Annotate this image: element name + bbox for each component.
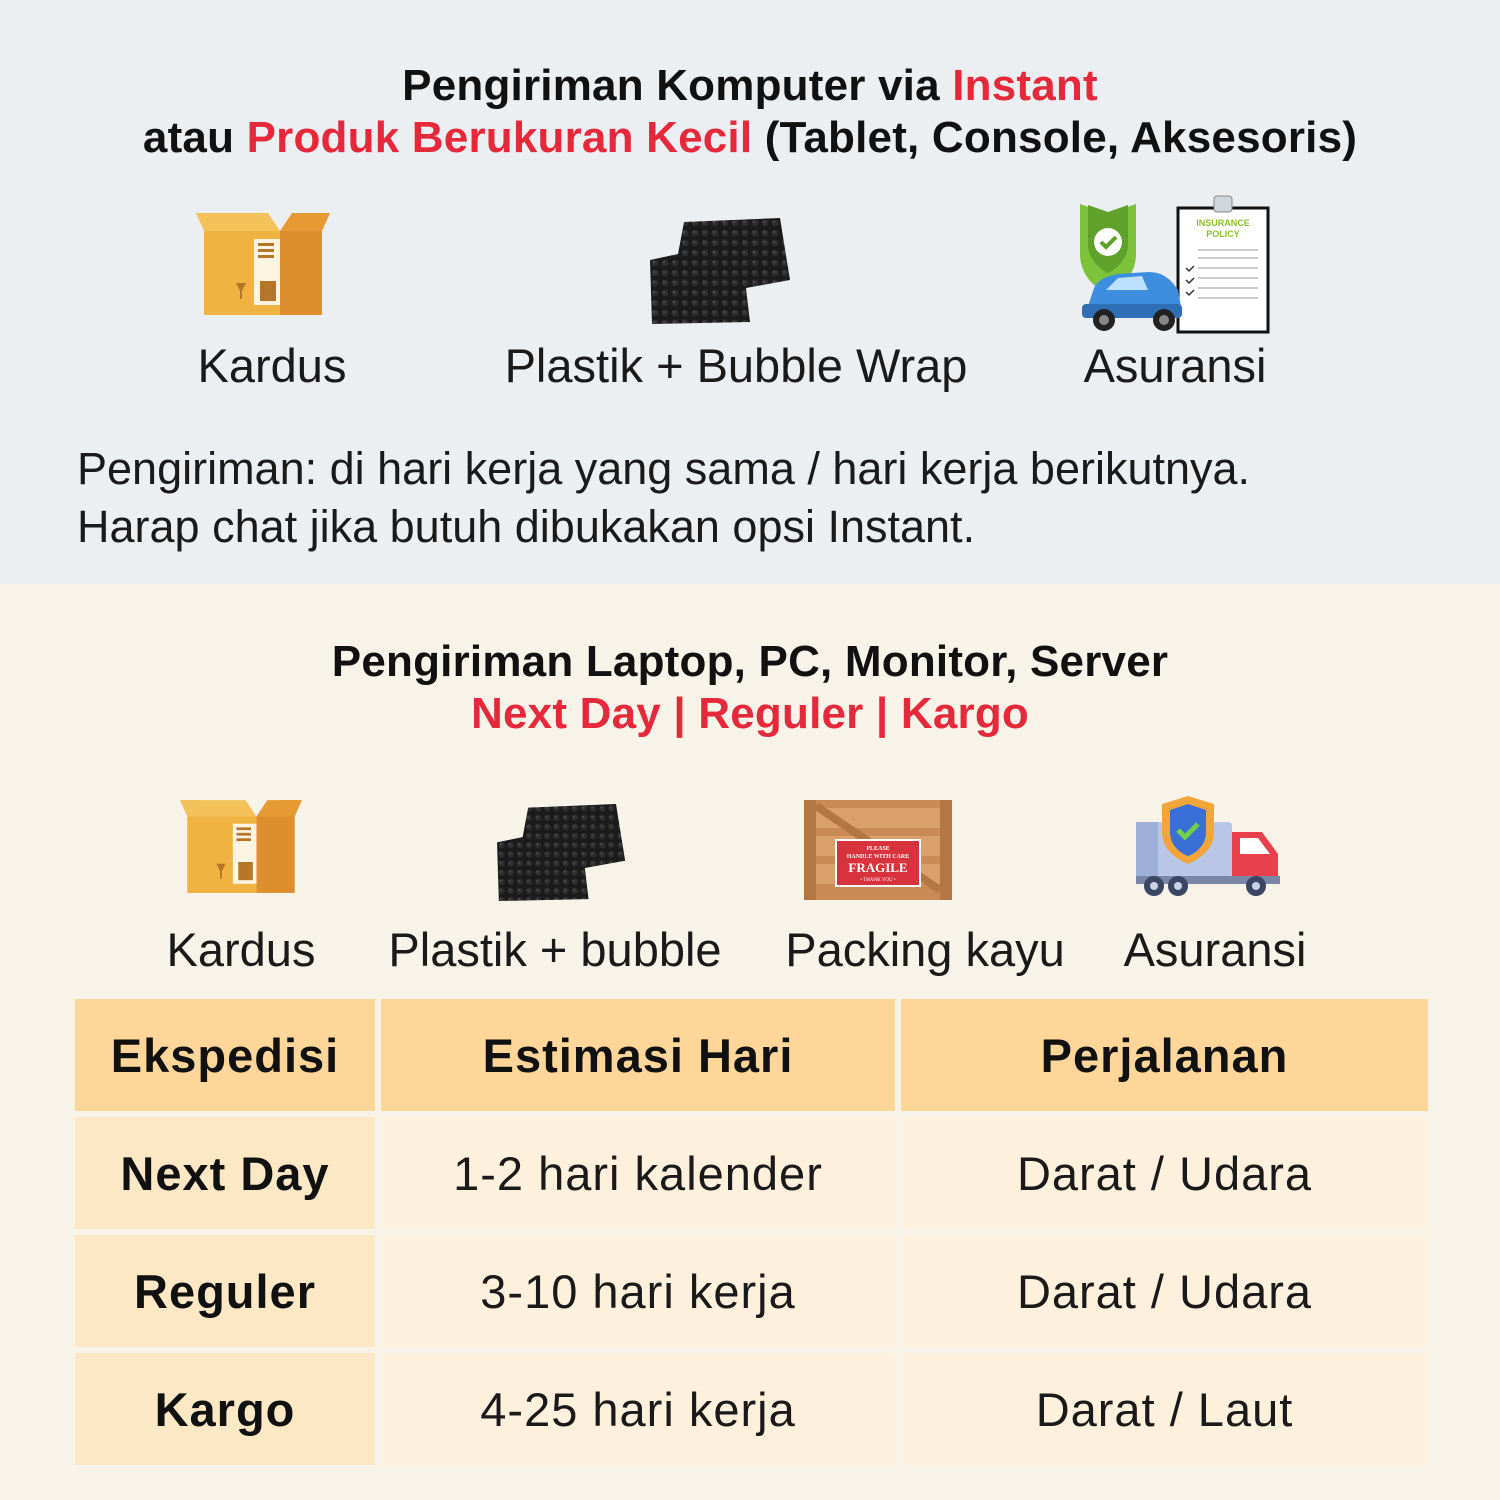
- row-estimasi: 4-25 hari kerja: [381, 1353, 895, 1465]
- row-perjalanan: Darat / Udara: [901, 1235, 1428, 1347]
- row-ekspedisi: Reguler: [75, 1235, 375, 1347]
- header-estimasi-hari: Estimasi Hari: [381, 999, 895, 1111]
- table-row: [75, 1117, 1428, 1229]
- row-perjalanan: Darat / Udara: [901, 1117, 1428, 1229]
- item-label-asuransi-2: Asuransi: [1123, 923, 1307, 976]
- row-estimasi: 1-2 hari kalender: [381, 1117, 895, 1229]
- item-label-packing-kayu: Packing kayu: [785, 923, 1065, 976]
- svg-text:• THANK YOU •: • THANK YOU •: [860, 878, 896, 883]
- table-row: [75, 1353, 1428, 1465]
- table-row: [75, 1235, 1428, 1347]
- section1-title-line2: atau Produk Berukuran Kecil (Tablet, Console, Aksesoris): [142, 113, 1358, 162]
- row-ekspedisi: Next Day: [75, 1117, 375, 1229]
- instant-shipping-section: [0, 0, 1500, 584]
- row-estimasi: 3-10 hari kerja: [381, 1235, 895, 1347]
- row-ekspedisi: Kargo: [75, 1353, 375, 1465]
- item-label-kardus-2: Kardus: [166, 923, 316, 976]
- bubble-wrap-icon: [650, 218, 792, 324]
- svg-text:FRAGILE: FRAGILE: [848, 860, 908, 875]
- section1-title-line1: Pengiriman Komputer via Instant: [402, 61, 1098, 110]
- section2-title-line2: Next Day | Reguler | Kargo: [471, 689, 1029, 738]
- table-header-row: [75, 999, 1428, 1111]
- bubble-wrap-icon: [497, 804, 627, 901]
- shipping-note-line1: Pengiriman: di hari kerja yang sama / hari kerja berikutnya.: [77, 443, 1251, 494]
- section2-title-line1: Pengiriman Laptop, PC, Monitor, Server: [331, 637, 1169, 686]
- header-ekspedisi: Ekspedisi: [75, 999, 375, 1111]
- insurance-policy-icon: [1078, 194, 1270, 334]
- header-perjalanan: Perjalanan: [901, 999, 1428, 1111]
- instant-highlight: Instant: [952, 61, 1098, 110]
- item-label-asuransi: Asuransi: [1083, 339, 1267, 392]
- svg-text:HANDLE WITH CARE: HANDLE WITH CARE: [846, 854, 910, 860]
- svg-text:INSURANCE: INSURANCE: [1196, 218, 1250, 228]
- cardboard-box-icon: [196, 213, 330, 315]
- row-perjalanan: Darat / Laut: [901, 1353, 1428, 1465]
- item-label-plastik-bubble-wrap: Plastik + Bubble Wrap: [504, 339, 968, 392]
- svg-text:PLEASE: PLEASE: [866, 846, 890, 852]
- item-label-kardus: Kardus: [197, 339, 347, 392]
- item-label-plastik-bubble: Plastik + bubble: [388, 923, 722, 976]
- cardboard-box-icon: [180, 800, 302, 893]
- shipping-table: [69, 993, 1434, 1471]
- small-product-highlight: Produk Berukuran Kecil: [246, 113, 753, 162]
- svg-text:POLICY: POLICY: [1206, 229, 1240, 239]
- shipping-note: [77, 440, 1250, 556]
- insured-truck-icon: [1136, 792, 1280, 902]
- wooden-crate-icon: [804, 800, 952, 900]
- shipping-note-line2: Harap chat jika butuh dibukakan opsi Instant.: [77, 501, 976, 552]
